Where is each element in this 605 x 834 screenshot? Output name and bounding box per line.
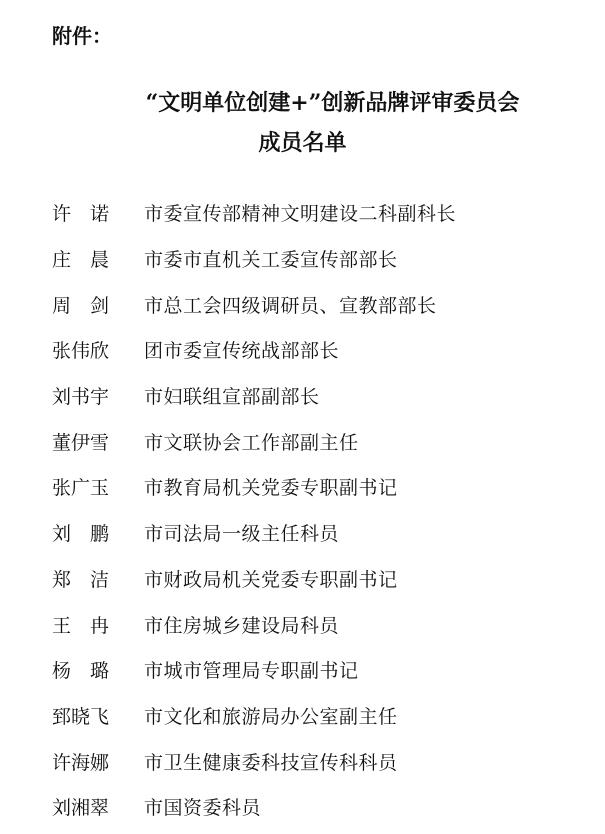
member-role: 市委市直机关工委宣传部部长 [144,249,398,272]
member-name: 杨 璐 [52,660,110,683]
member-name: 庄 晨 [52,249,110,272]
member-name: 郑 洁 [52,568,110,591]
member-row [52,373,592,419]
member-role: 市妇联组宣部副部长 [144,386,320,409]
member-row [52,327,592,373]
member-list [52,190,592,830]
member-name: 刘 鹏 [52,523,110,546]
member-role: 市住房城乡建设局科员 [144,614,340,637]
member-name: 张伟欣 [52,340,110,363]
member-name: 王 冉 [52,614,110,637]
member-name: 许海娜 [52,751,110,774]
member-role: 市国资委科员 [144,797,262,820]
member-row [52,647,592,693]
document-title: “文明单位创建+”创新品牌评审委员会 [145,90,520,116]
member-role: 市教育局机关党委专职副书记 [144,477,398,500]
member-row [52,693,592,739]
member-row [52,281,592,327]
member-name: 董伊雪 [52,431,110,454]
member-role: 市委宣传部精神文明建设二科副科长 [144,203,457,226]
member-row [52,784,592,830]
member-row [52,236,592,282]
member-row [52,510,592,556]
member-role: 市卫生健康委科技宣传科科员 [144,751,398,774]
member-name: 郅晓飞 [52,705,110,728]
member-role: 市文化和旅游局办公室副主任 [144,705,398,728]
attachment-label: 附件： [52,24,112,48]
member-role: 团市委宣传统战部部长 [144,340,340,363]
member-role: 市文联协会工作部副主任 [144,431,359,454]
member-row [52,738,592,784]
member-row [52,556,592,602]
member-row [52,601,592,647]
member-name: 许 诺 [52,203,110,226]
member-role: 市司法局一级主任科员 [144,523,340,546]
member-name: 张广玉 [52,477,110,500]
member-row [52,190,592,236]
member-row [52,418,592,464]
member-role: 市总工会四级调研员、宣教部部长 [144,294,437,317]
member-row [52,464,592,510]
member-role: 市财政局机关党委专职副书记 [144,568,398,591]
member-role: 市城市管理局专职副书记 [144,660,359,683]
document-subtitle: 成员名单 [258,130,347,156]
member-name: 刘湘翠 [52,797,110,820]
member-name: 周 剑 [52,294,110,317]
member-name: 刘书宇 [52,386,110,409]
